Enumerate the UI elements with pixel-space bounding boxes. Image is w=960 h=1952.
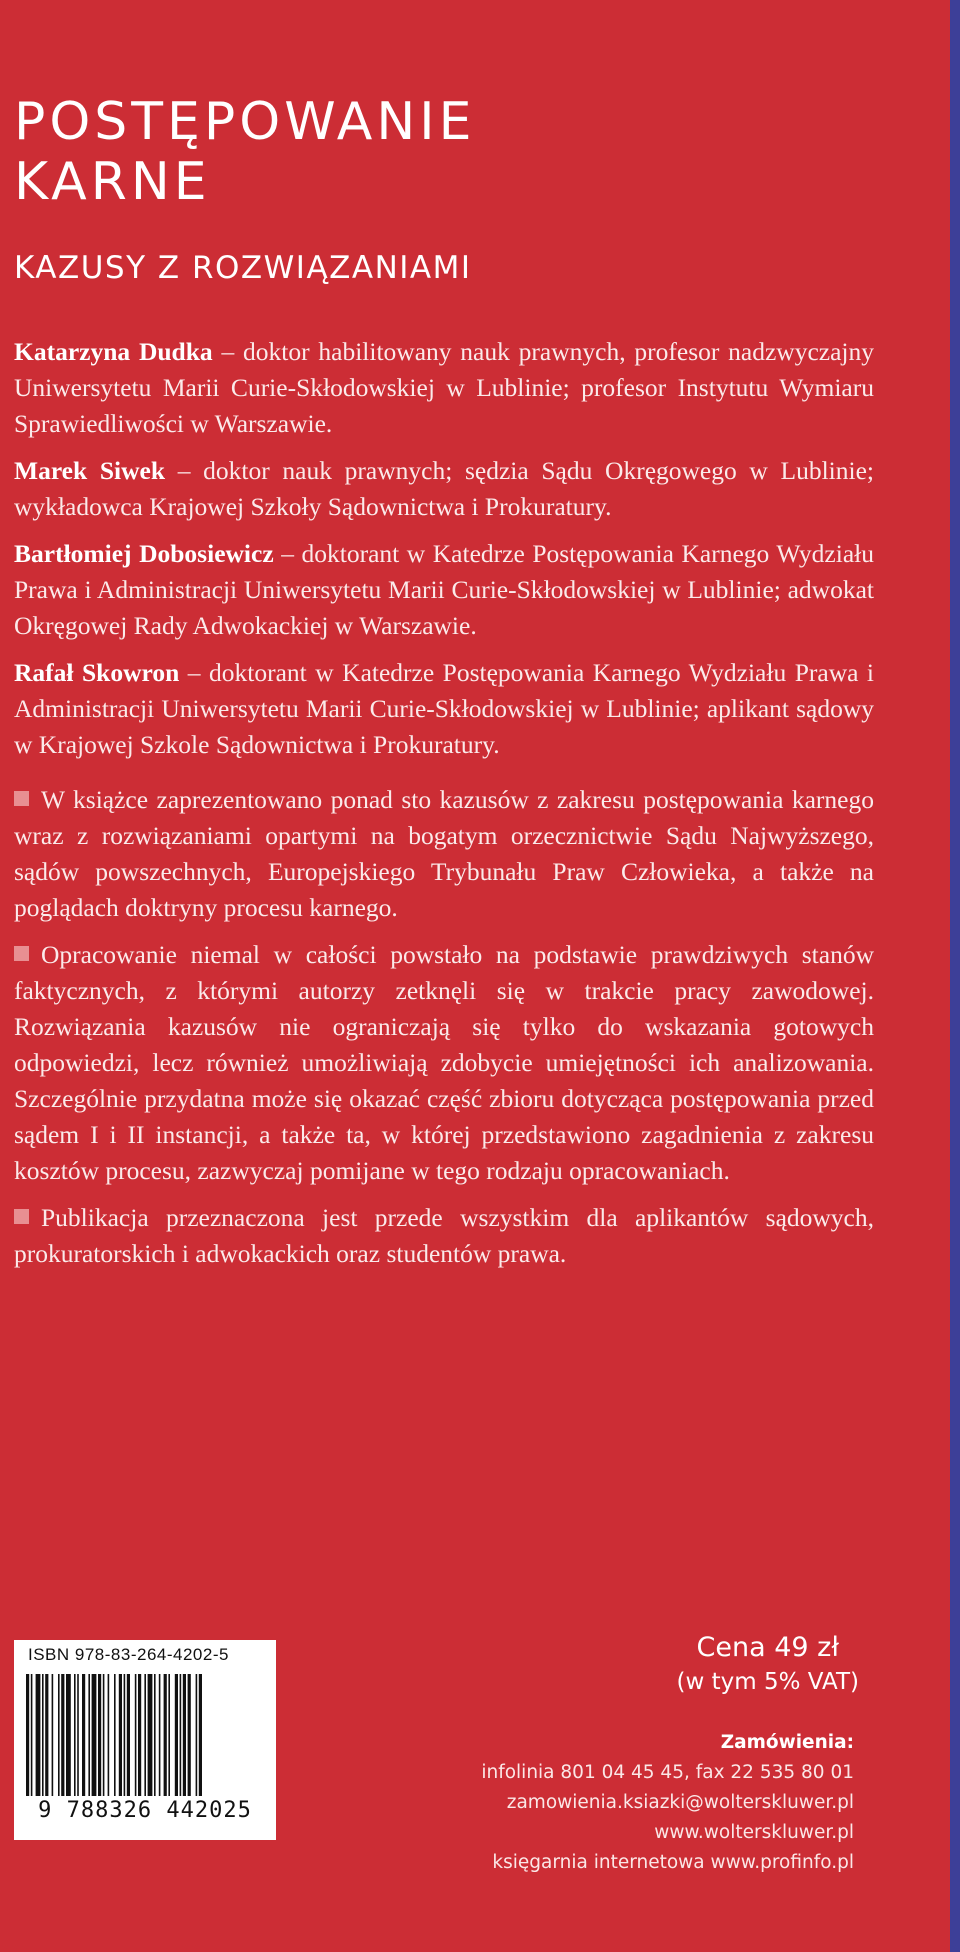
title-line-1: POSTĘPOWANIE (14, 92, 476, 152)
book-subtitle: KAZUSY Z ROZWIĄZANIAMI (14, 250, 472, 286)
author-name: Rafał Skowron (14, 658, 180, 687)
author-bio (14, 655, 874, 763)
author-bio (14, 536, 874, 644)
author-description: – doktor nauk prawnych; sędzia Sądu Okręgowego w Lublinie; wykładowca Krajowej Szkoły Sądownictwa i Prokuratury. (14, 456, 875, 521)
book-description (14, 782, 874, 1283)
square-bullet-icon (14, 1209, 29, 1224)
book-title (14, 92, 475, 212)
orders-shop: księgarnia internetowa www.profinfo.pl (492, 1852, 854, 1873)
description-paragraph: Opracowanie niemal w całości powstało na podstawie prawdziwych stanów faktycznych, z którymi autorzy zetknęli się w trakcie pracy zawodowej. Rozwiązania kazusów nie ograniczają się tylko do wskazania gotowych odpowiedzi, lecz również umożliwiają zdobycie umiejętności ich analizowania. Szczególnie przydatna może się okazać część zbioru dotycząca postępowania przed sądem I i II instancji, a także ta, w której przedstawiono zagadnienia z zakresu kosztów procesu, zazwyczaj pomijane w tego rodzaju opracowaniach. (14, 940, 874, 1185)
square-bullet-icon (14, 791, 29, 806)
description-paragraph: W książce zaprezentowano ponad sto kazusów z zakresu postępowania karnego wraz z rozwiązaniami opartymi na bogatym orzecznictwie Sądu Najwyższego, sądów powszechnych, Europejskiego Trybunału Praw Człowieka, a także na poglądach doktryny procesu karnego. (14, 785, 874, 922)
isbn-text: ISBN 978-83-264-4202-5 (28, 1645, 229, 1664)
square-bullet-icon (14, 946, 29, 961)
title-line-2: KARNE (14, 152, 211, 212)
price-block (677, 1630, 859, 1698)
author-bio (14, 453, 874, 525)
spine-stripe (950, 0, 960, 1952)
description-paragraph: Publikacja przeznaczona jest przede wszystkim dla aplikantów sądowych, prokuratorskich i adwokackich oraz studentów prawa. (14, 1203, 874, 1268)
barcode-label (14, 1640, 276, 1840)
author-name: Marek Siwek (14, 456, 166, 485)
barcode-digits: 9 788326 442025 (38, 1798, 252, 1823)
orders-website: www.wolterskluwer.pl (654, 1822, 854, 1843)
orders-heading: Zamówienia: (720, 1732, 854, 1753)
barcode-icon (26, 1674, 264, 1796)
author-bios (14, 334, 874, 774)
author-description: – doktorant w Katedrze Postępowania Karnego Wydziału Prawa i Administracji Uniwersytetu Marii Curie-Skłodowskiej w Lublinie; aplikant sądowy w Krajowej Szkole Sądownictwa i Prokuratury. (14, 658, 875, 759)
author-description: – doktor habilitowany nauk prawnych, profesor nadzwyczajny Uniwersytetu Marii Curie-Skłodowskiej w Lublinie; profesor Instytutu Wymiaru Sprawiedliwości w Warszawie. (14, 337, 874, 438)
author-name: Katarzyna Dudka (14, 337, 213, 366)
orders-email: zamowienia.ksiazki@wolterskluwer.pl (506, 1792, 854, 1813)
orders-info (481, 1728, 854, 1878)
author-bio (14, 334, 874, 442)
price-vat: (w tym 5% VAT) (676, 1669, 859, 1695)
author-description: – doktorant w Katedrze Postępowania Karnego Wydziału Prawa i Administracji Uniwersytetu Marii Curie-Skłodowskiej w Lublinie; adwokat Okręgowej Rady Adwokackiej w Warszawie. (14, 539, 874, 640)
author-name: Bartłomiej Dobosiewicz (14, 539, 274, 568)
price: Cena 49 zł (696, 1632, 839, 1663)
orders-phone: infolinia 801 04 45 45, fax 22 535 80 01 (481, 1762, 854, 1783)
